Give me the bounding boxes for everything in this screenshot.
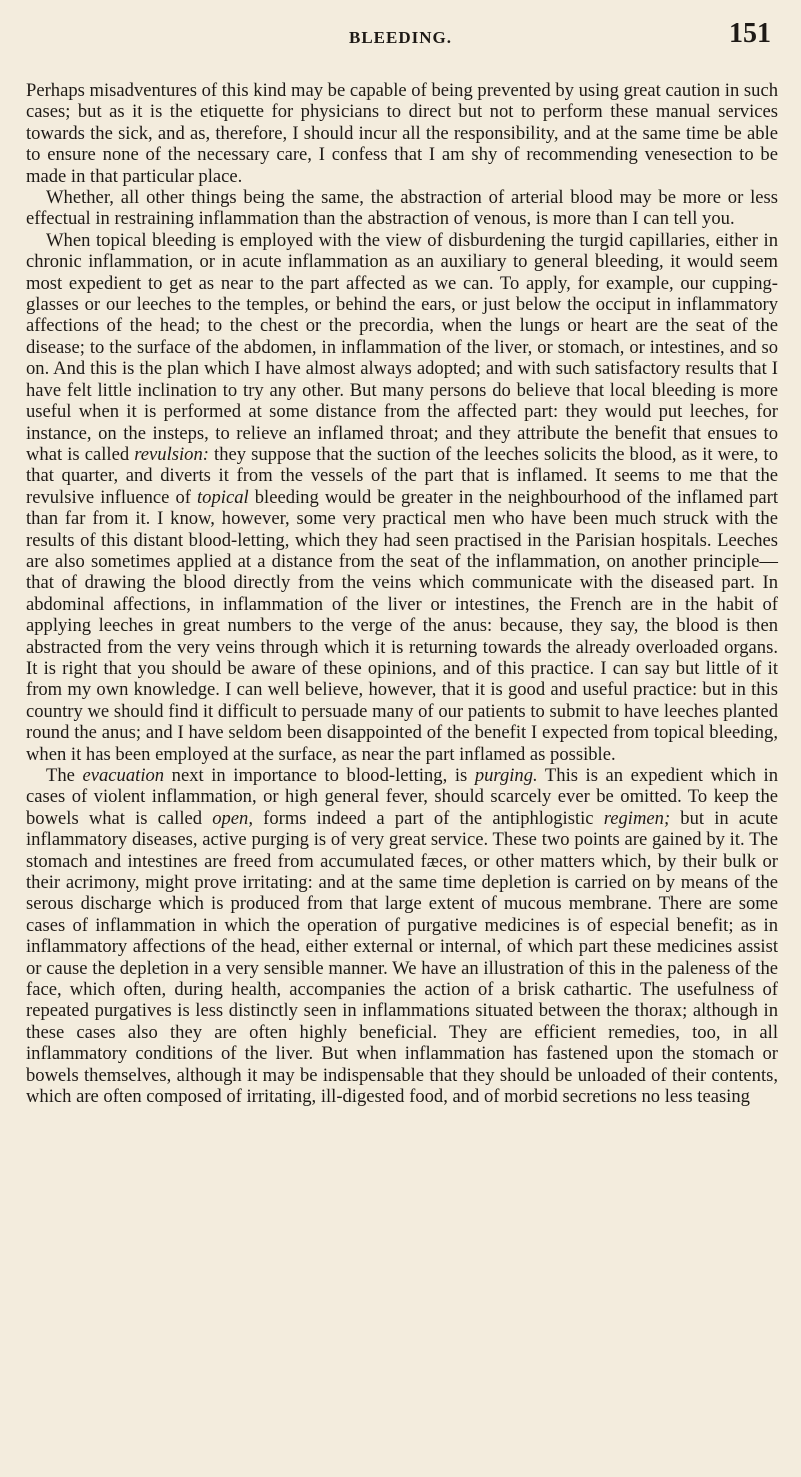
text-run: forms indeed a part of the antiphlogistic <box>253 807 604 829</box>
text-run: Whether, all other things being the same, the abstraction of arterial blood may be more or less effectual in restraining inflammation than the abstraction of venous, is more than I can tell you. <box>26 187 778 230</box>
italic-term-purging: purging. <box>474 765 538 786</box>
italic-term-revulsion: revulsion: <box>134 443 209 465</box>
italic-term-topical: topical <box>197 486 249 508</box>
body-text <box>26 80 778 1108</box>
text-run: The <box>46 765 83 786</box>
text-run: When topical bleeding is employed with the view of disburdening the turgid capillaries, either in chronic inflammation, or in acute inflammation as an auxiliary to general bleeding, it would seem most expedient to get as near to the part affected as we can. To apply, for example, our cupping-glasses or our leeches to the temples, or behind the ears, or just below the occiput in inflammatory affections of the head; to the chest or the precordia, when the lungs or heart are the seat of the disease; to the surface of the abdomen, in inflammation of the liver, or stomach, or intestines, and so on. And this is the plan which I have almost always adopted; and with such satisfactory results that I have felt little inclination to try any other. But many persons do believe that local bleeding is more useful when it is performed at some distance from the affected part: they would put leeches, for instance, on the insteps, to relieve an inflamed throat; and they attribute the benefit that ensues to what is called <box>26 229 778 465</box>
page-number: 151 <box>729 18 771 49</box>
paragraph-topical-bleeding <box>26 230 778 765</box>
text-run: but in acute inflammatory diseases, active purging is of very great service. These two points are gained by it. The stomach and intestines are freed from accumulated fæces, or other matters which, by their bulk or their acrimony, might prove irritating: and at the same time depletion is carried on by means of the serous discharge which is produced from that large extent of mucous membrane. There are some cases of inflammation in which the operation of purgative medicines is of especial benefit; as in inflammatory affections of the head, either external or internal, of which part these medicines assist or cause the depletion in a very sensible manner. We have an illustration of this in the paleness of the face, which often, during health, accompanies the action of a brisk cathartic. The usefulness of repeated purgatives is less distinctly seen in inflammations situated between the thorax; although in these cases also they are often highly beneficial. They are efficient remedies, too, in all inflammatory conditions of the liver. But when inflammation has fastened upon the stomach or bowels themselves, although it may be indispensable that they should be unloaded of their contents, which are often composed of irritating, ill-digested food, and of morbid secretions no less teasing <box>26 807 779 1108</box>
italic-term-evacuation: evacuation <box>82 765 165 786</box>
text-run: This is an expedient which in cases of violent inflammation, or high general fever, should scarcely ever be omitted. To keep the bowels what is called <box>26 765 779 829</box>
italic-term-open: open, <box>212 807 253 829</box>
text-run: bleeding would be greater in the neighbourhood of the inflamed part than far from it. I know, however, some very practical men who have been much struck with the results of this distant blood-letting, which they had seen practised in the Parisian hospitals. Leeches are also sometimes applied at a distance from the seat of the inflammation, on another principle—that of drawing the blood directly from the veins which communicate with the diseased part. In abdominal affections, in inflammation of the liver or intestines, the French are in the habit of applying leeches in great numbers to the verge of the anus: because, they say, the blood is then abstracted from the very veins through which it is returning towards the already overloaded organs. It is right that you should be aware of these opinions, and of this practice. I can say but little of it from my own knowledge. I can well believe, however, that it is good and useful practice: but in this country we should find it difficult to persuade many of our patients to submit to have leeches planted round the anus; and I have seldom been disappointed of the benefit I expected from topical bleeding, when it has been employed at the surface, as near the part inflamed as possible. <box>26 486 778 765</box>
text-run: they suppose that the suction of the leeches solicits the blood, as it were, to that quarter, and diverts it from the vessels of the part that is inflamed. It seems to me that the revulsive influence of <box>26 443 778 508</box>
italic-term-regimen: regimen; <box>603 807 671 829</box>
paragraph-misadventures <box>26 80 778 187</box>
text-run: next in importance to blood-letting, is <box>164 765 475 786</box>
paragraph-purging <box>26 765 778 1108</box>
paragraph-arterial-blood <box>26 187 778 230</box>
running-head <box>0 18 801 54</box>
running-title: BLEEDING. <box>349 28 452 47</box>
text-run: Perhaps misadventures of this kind may be capable of being prevented by using great caution in such cases; but as it is the etiquette for physicians to direct but not to perform these manual services towards the sick, and as, therefore, I should incur all the responsibility, and at the same time be able to ensure none of the necessary care, I confess that I am shy of recommending venesection to be made in that particular place. <box>26 80 778 187</box>
